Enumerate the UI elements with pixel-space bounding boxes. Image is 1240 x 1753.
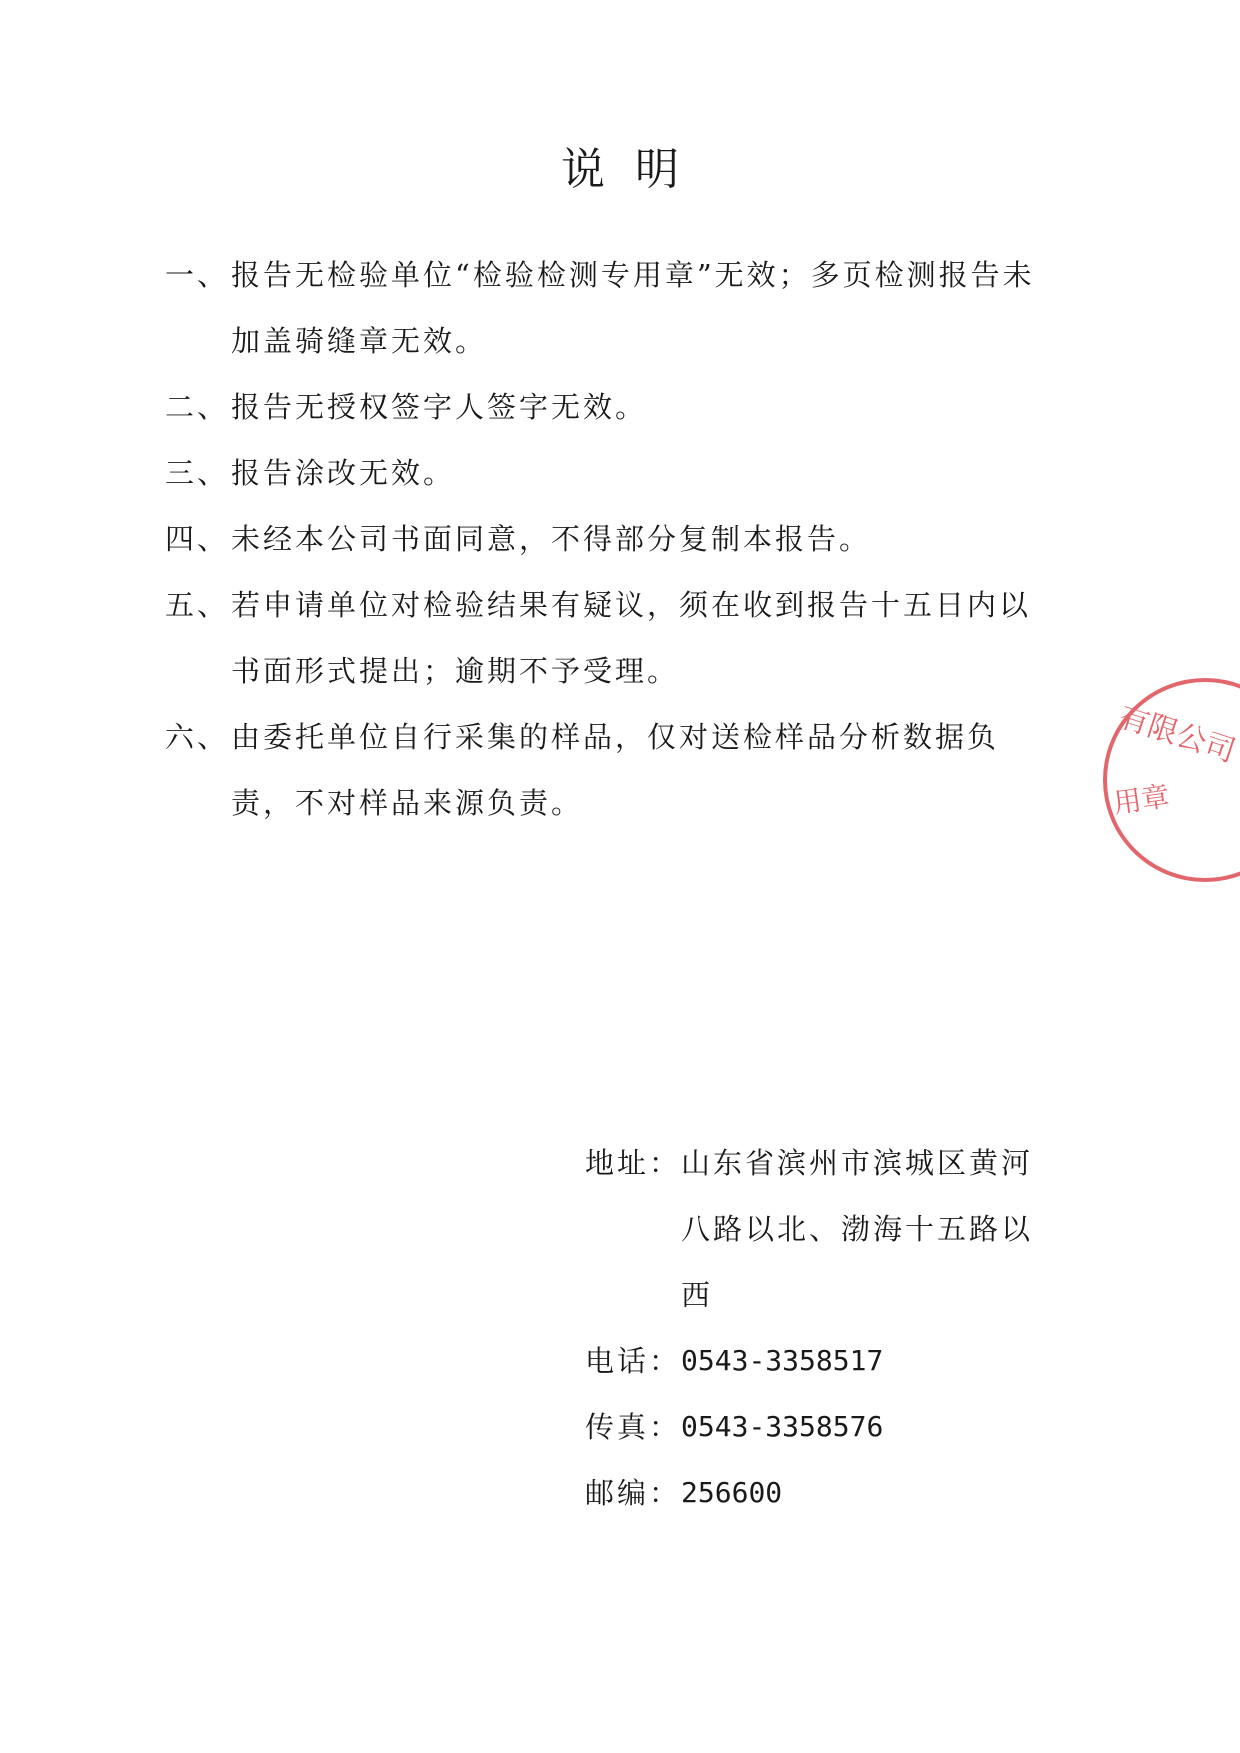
list-item-text: 报告无检验单位“检验检测专用章”无效；多页检测报告未加盖骑缝章无效。 <box>231 258 1035 358</box>
list-item-number: 一、 <box>165 258 230 292</box>
list-item <box>165 242 1055 374</box>
company-seal-stamp <box>1095 665 1240 895</box>
phone-row <box>585 1328 1055 1394</box>
list-item-text: 若申请单位对检验结果有疑议，须在收到报告十五日内以书面形式提出；逾期不予受理。 <box>231 588 1032 688</box>
fax-label: 传真： <box>585 1410 682 1444</box>
postcode-value: 256600 <box>681 1476 783 1509</box>
phone-label: 电话： <box>585 1344 682 1378</box>
address-label: 地址： <box>585 1146 682 1180</box>
contact-block <box>585 1130 1055 1526</box>
phone-value: 0543-3358517 <box>681 1344 884 1377</box>
list-item <box>165 572 1055 704</box>
list-item-text: 报告无授权签字人签字无效。 <box>231 390 648 424</box>
postcode-label: 邮编： <box>585 1476 682 1510</box>
list-item-number: 二、 <box>165 390 230 424</box>
seal-text-upper: 有限公司 <box>1114 699 1240 770</box>
list-item <box>165 440 1055 506</box>
page-title: 说明 <box>561 144 709 195</box>
list-item <box>165 374 1055 440</box>
notes-list <box>165 242 1055 836</box>
list-item-number: 五、 <box>165 588 230 622</box>
fax-value: 0543-3358576 <box>681 1410 884 1443</box>
list-item-number: 四、 <box>165 522 230 556</box>
seal-ring <box>1105 680 1240 880</box>
list-item <box>165 704 1055 836</box>
postcode-row <box>585 1460 1055 1526</box>
seal-text-lower: 用章 <box>1111 779 1172 820</box>
list-item-text: 由委托单位自行采集的样品，仅对送检样品分析数据负责，不对样品来源负责。 <box>231 720 1000 820</box>
address-value: 山东省滨州市滨城区黄河八路以北、渤海十五路以西 <box>681 1146 1034 1312</box>
list-item-number: 三、 <box>165 456 230 490</box>
fax-row <box>585 1394 1055 1460</box>
list-item-number: 六、 <box>165 720 230 754</box>
address-row <box>585 1130 1055 1328</box>
list-item <box>165 506 1055 572</box>
list-item-text: 未经本公司书面同意，不得部分复制本报告。 <box>231 522 872 556</box>
list-item-text: 报告涂改无效。 <box>231 456 456 490</box>
